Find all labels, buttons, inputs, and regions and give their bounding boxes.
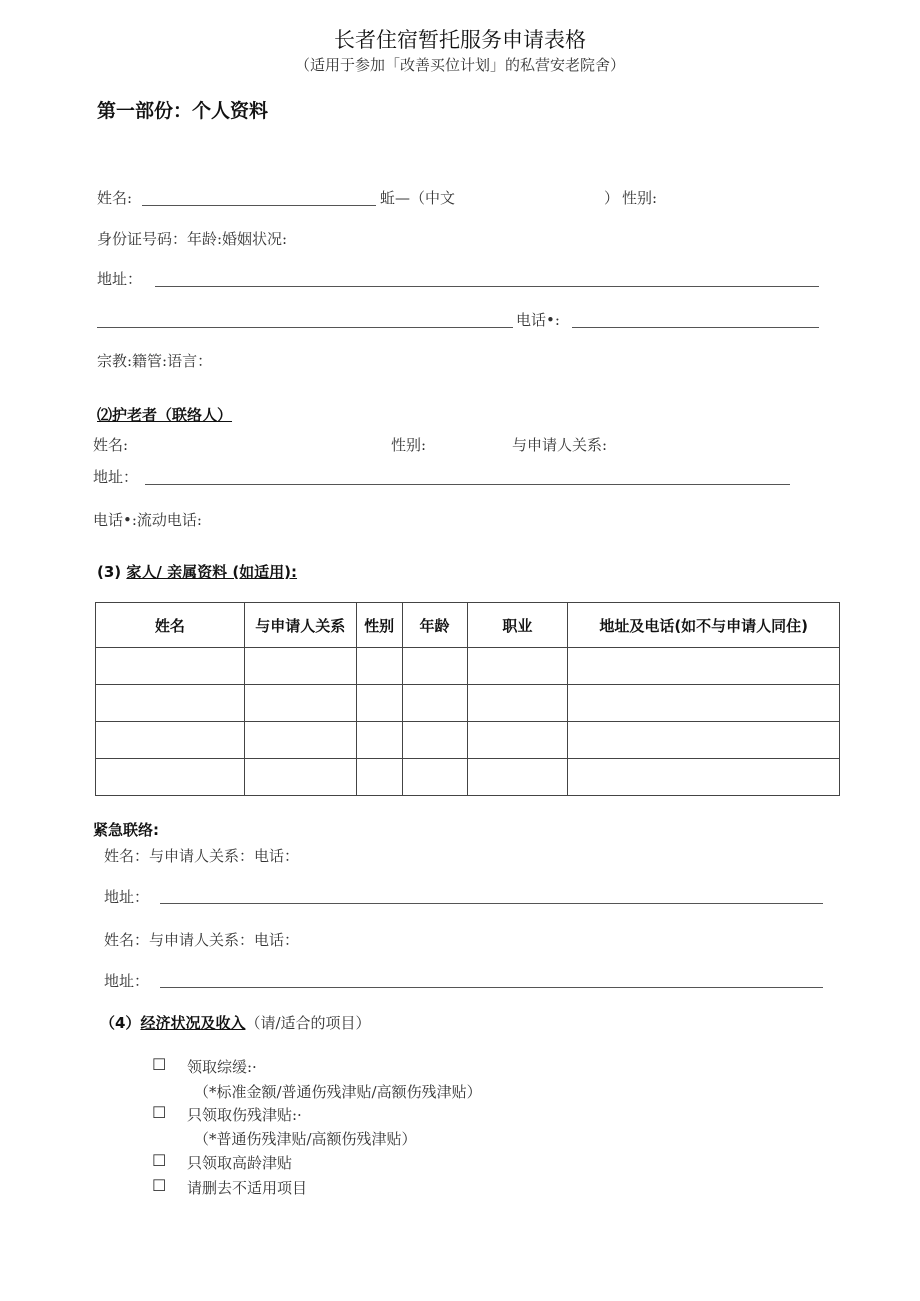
table-cell[interactable] — [467, 722, 568, 759]
form-subtitle: （适用于参加「改善买位计划」的私营安老院舍） — [294, 56, 625, 74]
table-row — [96, 648, 840, 685]
option-disability-note: （*普通伤残津贴/高额伤残津贴） — [194, 1130, 417, 1148]
table-cell[interactable] — [402, 722, 467, 759]
id-age-marital-label: 身份证号码：年龄:婚姻状况: — [97, 230, 288, 248]
emergency-address-2-field[interactable] — [160, 987, 823, 988]
checkbox-disability[interactable]: ☐ — [152, 1103, 167, 1122]
table-cell[interactable] — [568, 685, 840, 722]
gender-label: 性别: — [622, 189, 658, 207]
guardian-address-label: 地址： — [93, 468, 139, 486]
family-table — [95, 602, 840, 796]
finance-heading-note: （请/适合的项目） — [245, 1014, 371, 1032]
emergency-contact-1-label: 姓名：与申请人关系：电话： — [104, 847, 300, 865]
col-address-phone: 地址及电话(如不与申请人同住) — [568, 603, 840, 648]
option-delete-note-label: 请删去不适用项目 — [187, 1179, 308, 1197]
col-name: 姓名 — [96, 603, 245, 648]
table-cell[interactable] — [244, 685, 356, 722]
table-cell[interactable] — [356, 648, 402, 685]
finance-heading-number: （4） — [100, 1014, 141, 1032]
table-cell[interactable] — [402, 759, 467, 796]
family-heading — [97, 561, 297, 582]
table-row — [96, 685, 840, 722]
table-row — [96, 759, 840, 796]
table-cell[interactable] — [244, 759, 356, 796]
guardian-name-label: 姓名: — [93, 436, 129, 454]
emergency-address-1-field[interactable] — [160, 903, 823, 904]
guardian-gender-label: 性别: — [391, 436, 427, 454]
phone-field[interactable] — [572, 327, 819, 328]
table-cell[interactable] — [244, 648, 356, 685]
table-cell[interactable] — [467, 648, 568, 685]
table-cell[interactable] — [96, 759, 245, 796]
table-cell[interactable] — [244, 722, 356, 759]
col-age: 年龄 — [402, 603, 467, 648]
checkbox-old-age[interactable]: ☐ — [152, 1151, 167, 1170]
chinese-name-label: 蚯—（中文 — [380, 189, 456, 207]
family-table-header — [96, 603, 840, 648]
table-cell[interactable] — [402, 685, 467, 722]
finance-heading-text: 经济状况及收入 — [140, 1014, 246, 1032]
address-field-line2[interactable] — [97, 327, 513, 328]
table-cell[interactable] — [96, 722, 245, 759]
emergency-address-1-label: 地址： — [104, 888, 150, 906]
family-heading-number: (3) — [97, 563, 122, 581]
checkbox-delete-note[interactable]: ☐ — [152, 1176, 167, 1195]
address-label: 地址： — [97, 270, 143, 288]
option-cssa-label: 领取综缓:· — [187, 1058, 257, 1076]
option-disability-label: 只领取伤残津贴:· — [187, 1106, 302, 1124]
guardian-relation-label: 与申请人关系: — [512, 436, 608, 454]
close-paren: ） — [604, 189, 620, 207]
phone-label: 电话•: — [516, 311, 560, 329]
guardian-phone-label: 电话•:流动电话: — [93, 511, 202, 529]
table-cell[interactable] — [568, 759, 840, 796]
religion-language-label: 宗教:籍管:语言： — [97, 352, 213, 370]
option-cssa-note: （*标准金额/普通伤残津贴/高额伤残津贴） — [194, 1083, 482, 1101]
table-row — [96, 722, 840, 759]
guardian-address-field[interactable] — [145, 484, 790, 485]
family-heading-text: 家人/ 亲属资料 (如适用): — [126, 563, 298, 581]
col-gender: 性别 — [356, 603, 402, 648]
emergency-heading: 紧急联络: — [93, 821, 159, 839]
table-cell[interactable] — [568, 648, 840, 685]
finance-heading — [100, 1012, 371, 1033]
table-cell[interactable] — [356, 722, 402, 759]
option-old-age-label: 只领取高龄津贴 — [187, 1154, 293, 1172]
table-cell[interactable] — [467, 759, 568, 796]
table-cell[interactable] — [568, 722, 840, 759]
emergency-contact-2-label: 姓名：与申请人关系：电话： — [104, 931, 300, 949]
guardian-heading: ⑵护老者（联络人） — [97, 406, 233, 424]
part1-heading: 第一部份：个人资料 — [97, 100, 269, 122]
table-cell[interactable] — [467, 685, 568, 722]
name-label: 姓名: — [97, 189, 133, 207]
col-relation: 与申请人关系 — [244, 603, 356, 648]
col-occupation: 职业 — [467, 603, 568, 648]
address-field[interactable] — [155, 286, 819, 287]
table-cell[interactable] — [402, 648, 467, 685]
emergency-address-2-label: 地址： — [104, 972, 150, 990]
form-title: 长者住宿暂托服务申请表格 — [334, 28, 586, 52]
table-cell[interactable] — [96, 685, 245, 722]
table-cell[interactable] — [356, 759, 402, 796]
table-cell[interactable] — [356, 685, 402, 722]
table-cell[interactable] — [96, 648, 245, 685]
checkbox-cssa[interactable]: ☐ — [152, 1055, 167, 1074]
name-field[interactable] — [142, 205, 376, 206]
